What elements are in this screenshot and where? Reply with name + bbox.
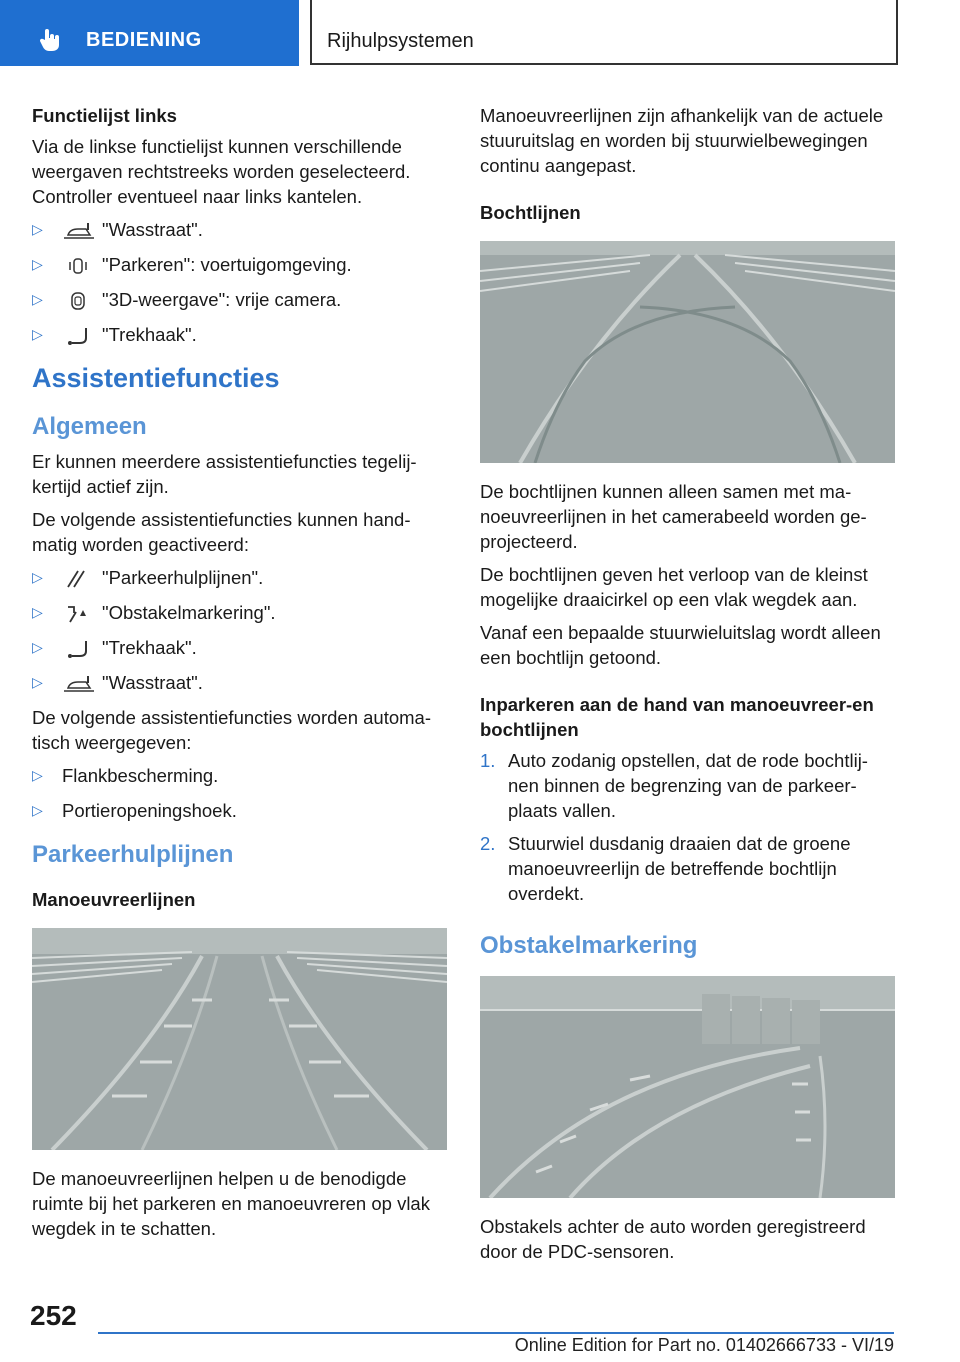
bullet-triangle-icon: ▷ [32, 802, 43, 818]
trailer-hitch-icon [62, 326, 96, 346]
3d-view-icon [62, 291, 96, 311]
list-item: ▷ "Obstakelmarkering". [32, 602, 276, 623]
functielijst-text: Via de linkse functielijst kunnen verschillende weergaven rechtstreeks worden geselecteerd. Controller eventueel naar links kantelen. [32, 136, 411, 207]
footer-divider [98, 1332, 894, 1334]
list-item: ▷ "Trekhaak". [32, 637, 197, 658]
bochtlijnen-figure [480, 241, 895, 463]
list-item: ▷ "Wasstraat". [32, 672, 203, 693]
list-item: ▷ "Parkeerhulplijnen". [32, 567, 264, 588]
bullet-triangle-icon: ▷ [32, 674, 43, 690]
manoeuvreerlijnen-text: De manoeuvreerlijnen helpen u de benodigde ruimte bij het parkeren en manoeuvreren op vlak wegdek in te schatten. [32, 1168, 430, 1239]
obstakelmarkering-figure [480, 976, 895, 1198]
list-item: ▷ "Wasstraat". [32, 219, 203, 240]
bullet-triangle-icon: ▷ [32, 221, 43, 237]
parking-surround-icon [62, 256, 96, 276]
inparkeren-steps [480, 748, 895, 906]
chapter-title: Rijhulpsystemen [327, 30, 474, 52]
bullet-triangle-icon: ▷ [32, 639, 43, 655]
obstakelmarkering-text: Obstakels achter de auto worden geregistreerd door de PDC-sensoren. [480, 1216, 866, 1262]
right-column [480, 103, 895, 1272]
bochtlijnen-text-1: De bochtlijnen kunnen alleen samen met ma-noeuvreerlijnen in het camerabeeld worden ge-projecteerd. [480, 481, 867, 552]
list-item: 2. Stuurwiel dusdanig draaien dat de groene manoeuvreerlijn de betreffende bochtlijn overdekt. [480, 833, 851, 904]
left-column [32, 103, 447, 1249]
bullet-triangle-icon: ▷ [32, 569, 43, 585]
assistentiefuncties-heading: Assistentiefuncties [32, 363, 280, 393]
parkeerhulplijnen-heading: Parkeerhulplijnen [32, 841, 234, 868]
edition-text: Online Edition for Part no. 01402666733 - VI/19 [514, 1335, 894, 1355]
auto-functions-text: De volgende assistentiefuncties worden automa-tisch weergegeven: [32, 707, 432, 753]
manual-functions-list [32, 565, 447, 695]
bullet-triangle-icon: ▷ [32, 256, 43, 272]
functielijst-list [32, 217, 447, 347]
bochtlijnen-text-3: Vanaf een bepaalde stuurwieluitslag wordt alleen een bochtlijn getoond. [480, 622, 881, 668]
hand-icon [38, 26, 64, 52]
list-item: ▷ "3D-weergave": vrije camera. [32, 289, 342, 310]
bullet-triangle-icon: ▷ [32, 604, 43, 620]
obstacle-marking-icon [62, 604, 96, 624]
algemeen-text-1: Er kunnen meerdere assistentiefuncties tegelij-kertijd actief zijn. [32, 451, 417, 497]
list-item: ▷ "Trekhaak". [32, 324, 197, 345]
trailer-hitch-icon [62, 639, 96, 659]
section-tab [0, 0, 299, 66]
page-number: 252 [30, 1300, 77, 1331]
bullet-triangle-icon: ▷ [32, 326, 43, 342]
obstakelmarkering-heading: Obstakelmarkering [480, 932, 698, 959]
section-label: BEDIENING [86, 29, 202, 51]
auto-functions-list [32, 763, 447, 823]
parking-lines-icon [62, 569, 96, 589]
manoeuvreerlijnen-figure [32, 928, 447, 1150]
car-wash-icon [62, 221, 96, 241]
algemeen-heading: Algemeen [32, 413, 147, 440]
car-wash-icon [62, 674, 96, 694]
bochtlijnen-heading: Bochtlijnen [480, 202, 581, 223]
functielijst-heading: Functielijst links [32, 105, 177, 126]
bullet-triangle-icon: ▷ [32, 291, 43, 307]
inparkeren-heading: Inparkeren aan de hand van manoeuvreer-en bochtlijnen [480, 694, 874, 740]
list-item: ▷ Flankbescherming. [32, 765, 219, 786]
bullet-triangle-icon: ▷ [32, 767, 43, 783]
list-item: ▷ "Parkeren": voertuigomgeving. [32, 254, 352, 275]
list-item: ▷ Portieropeningshoek. [32, 800, 237, 821]
algemeen-text-2: De volgende assistentiefuncties kunnen hand-matig worden geactiveerd: [32, 509, 411, 555]
manoeuvreerlijnen-heading: Manoeuvreerlijnen [32, 889, 196, 910]
bochtlijnen-text-2: De bochtlijnen geven het verloop van de kleinst mogelijke draaicirkel op een vlak wegdek aan. [480, 564, 868, 610]
chapter-header [310, 0, 898, 65]
list-item: 1. Auto zodanig opstellen, dat de rode bochtlij-nen binnen de begrenzing van de parkeer-plaats vallen. [480, 750, 868, 821]
manoeuvreerlijnen-text-2: Manoeuvreerlijnen zijn afhankelijk van de actuele stuuruitslag en worden bij stuurwielbewegingen continu aangepast. [480, 105, 884, 176]
